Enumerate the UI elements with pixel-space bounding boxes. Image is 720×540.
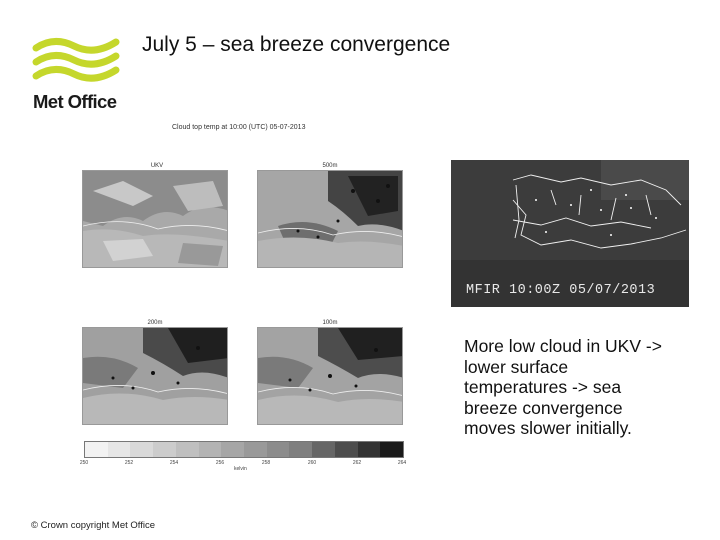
colorbar bbox=[84, 441, 404, 458]
slide-title: July 5 – sea breeze convergence bbox=[142, 33, 451, 56]
colorbar-tick: 256 bbox=[215, 460, 225, 466]
logo-text: Met Office bbox=[33, 91, 117, 112]
panel-label-ukv: UKV bbox=[150, 163, 164, 169]
colorbar-tick: 250 bbox=[79, 460, 89, 466]
colorbar-tick: 252 bbox=[124, 460, 134, 466]
panel-label-500m: 500m bbox=[322, 163, 338, 169]
panel-label-200m: 200m bbox=[147, 320, 163, 326]
colorbar-tick: 254 bbox=[169, 460, 179, 466]
colorbar-tick: 264 bbox=[397, 460, 407, 466]
colorbar-tick: 262 bbox=[352, 460, 362, 466]
copyright-footer: © Crown copyright Met Office bbox=[31, 520, 156, 531]
body-text: More low cloud in UKV -> lower surface temperatures -> sea breeze convergence moves slower initially. bbox=[464, 336, 662, 438]
panel-ukv bbox=[82, 170, 228, 268]
panel-100m bbox=[257, 327, 403, 425]
panel-label-100m: 100m bbox=[322, 320, 338, 326]
panel-200m bbox=[82, 327, 228, 425]
colorbar-tick: 260 bbox=[307, 460, 317, 466]
colorbar-unit: kelvin bbox=[234, 466, 247, 472]
panel-500m bbox=[257, 170, 403, 268]
colorbar-tick: 258 bbox=[261, 460, 271, 466]
satellite-caption: MFIR 10:00Z 05/07/2013 bbox=[466, 283, 656, 298]
figure-heading: Cloud top temp at 10:00 (UTC) 05-07-2013 bbox=[172, 124, 306, 131]
